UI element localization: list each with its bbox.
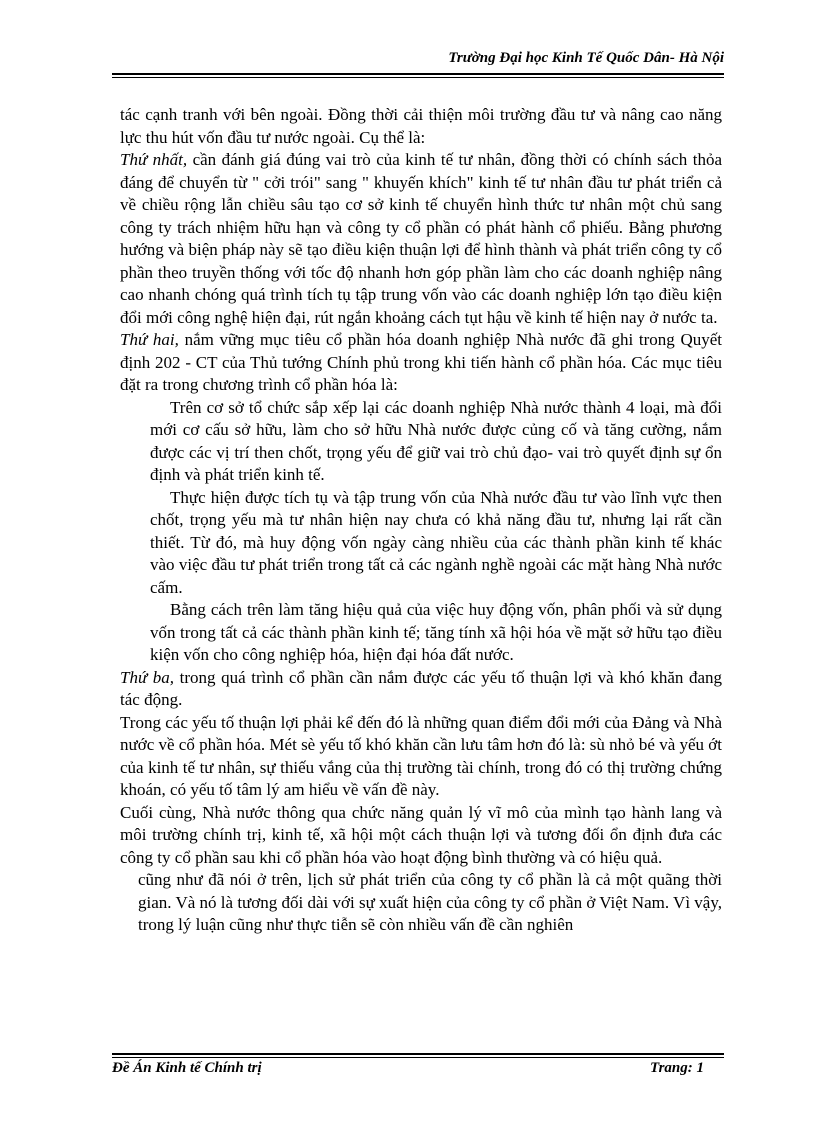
page-header — [112, 46, 724, 70]
paragraph-4-text: trong quá trình cổ phần cần nắm được các yếu tố thuận lợi và khó khăn đang tác động. — [120, 667, 722, 709]
footer-title: Đề Án Kinh tế Chính trị — [112, 1060, 262, 1076]
page-footer — [112, 1057, 724, 1079]
paragraph-2-lead: Thứ nhất, — [120, 150, 188, 169]
footer-rule — [112, 1053, 724, 1055]
paragraph-4-lead: Thứ ba, — [120, 667, 175, 687]
paragraph-6: Cuối cùng, Nhà nước thông qua chức năng quản lý vĩ mô của mình tạo hành lang và môi trường chính trị, kinh tế, xã hội một cách thuận lợi và tương đối ổn định đưa các công ty cổ phần sau khi cổ phần hóa vào hoạt động bình thường và có hiệu quả. — [120, 802, 722, 867]
page-number: Trang: 1 — [649, 1060, 704, 1076]
paragraph-7: cũng như đã nói ở trên, lịch sử phát triển của công ty cổ phần là cả một quãng thời gian. Và nó là tương đối dài với sự xuất hiện của công ty cổ phần ở Việt Nam. Vì vậy, trong lý luận cũng như thực tiễn sẽ còn nhiều vấn đề cần nghiên — [138, 870, 722, 934]
document-body — [120, 104, 722, 937]
paragraph-3 — [120, 329, 722, 397]
paragraph-3-lead: Thứ hai, — [120, 330, 179, 349]
header-rule-thin — [112, 77, 724, 78]
paragraph-3-text: nắm vững mục tiêu cổ phần hóa doanh nghiệp Nhà nước đã ghi trong Quyết định 202 - CT của Thủ tướng Chính phủ trong khi tiến hành cổ phần hóa. Các mục tiêu đặt ra trong chương trình cổ phần hóa là: — [120, 330, 723, 394]
paragraph-2 — [120, 149, 722, 329]
header-title: Trường Đại học Kinh Tế Quốc Dân- Hà Nội — [448, 50, 724, 66]
objective-3: Bằng cách trên làm tăng hiệu quả của việc huy động vốn, phân phối và sử dụng vốn trong tất cả các thành phần kinh tế; tăng tính xã hội hóa về mặt sở hữu tạo điều kiện vốn cho công nghiệp hóa, hiện đại hóa đất nước. — [150, 600, 722, 664]
header-rule — [112, 73, 724, 75]
paragraph-2-text: cần đánh giá đúng vai trò của kinh tế tư nhân, đồng thời có chính sách thỏa đáng để chuyển từ " cởi trói" sang " khuyến khích" kinh tế tư nhân đầu tư phát triển cả về chiều rộng lẫn chiều sâu tạo cơ sở kinh tế chuyển hình thức tư nhân một chủ sang công ty trách nhiệm hữu hạn và công ty cổ phần có phát hành cổ phiếu. Bằng phương hướng và biện pháp này sẽ tạo điều kiện thuận lợi để hình thành và phát triển công ty cổ phần theo truyền thống với tốc độ nhanh hơn góp phần làm cho các doanh nghiệp nâng cao nhanh chóng quá trình tích tụ tập trung vốn vào các doanh nghiệp lớn tạo điều kiện đổi mới công nghệ hiện đại, rút ngắn khoảng cách tụt hậu về kinh tế hiện nay ở nước ta. — [120, 150, 722, 327]
paragraph-4 — [120, 667, 722, 712]
paragraph-5: Trong các yếu tố thuận lợi phải kể đến đó là những quan điểm đổi mới của Đảng và Nhà nước về cổ phần hóa. Mét sè yếu tố khó khăn cần lưu tâm hơn đó là: sù nhỏ bé và yếu ớt của kinh tế tư nhân, sự thiếu vắng của thị trường tài chính, trong đó có thị trường chứng khoán, có yếu tố tâm lý am hiểu về vấn đề này. — [120, 712, 723, 799]
paragraph-1: tác cạnh tranh với bên ngoài. Đồng thời cải thiện môi trường đầu tư và nâng cao năng lực thu hút vốn đầu tư nước ngoài. Cụ thể là: — [120, 105, 722, 147]
objective-2: Thực hiện được tích tụ và tập trung vốn của Nhà nước đầu tư vào lĩnh vực then chốt, trọng yếu mà tư nhân hiện nay chưa có khả năng đầu tư, nhưng lại rất cần thiết. Từ đó, mà huy động vốn ngày càng nhiều của các thành phần kinh tế khác vào việc đầu tư phát triển trong tất cả các ngành nghề ngoài các mặt hàng Nhà nước cấm. — [150, 487, 722, 597]
objective-1: Trên cơ sở tổ chức sắp xếp lại các doanh nghiệp Nhà nước thành 4 loại, mà đổi mới cơ cấu sở hữu, làm cho sở hữu Nhà nước được củng cố và tăng cường, nắm được các vị trí then chốt, trọng yếu để giữ vai trò chủ đạo- vai trò quyết định sự ổn định và phát triển kinh tế. — [150, 397, 722, 484]
